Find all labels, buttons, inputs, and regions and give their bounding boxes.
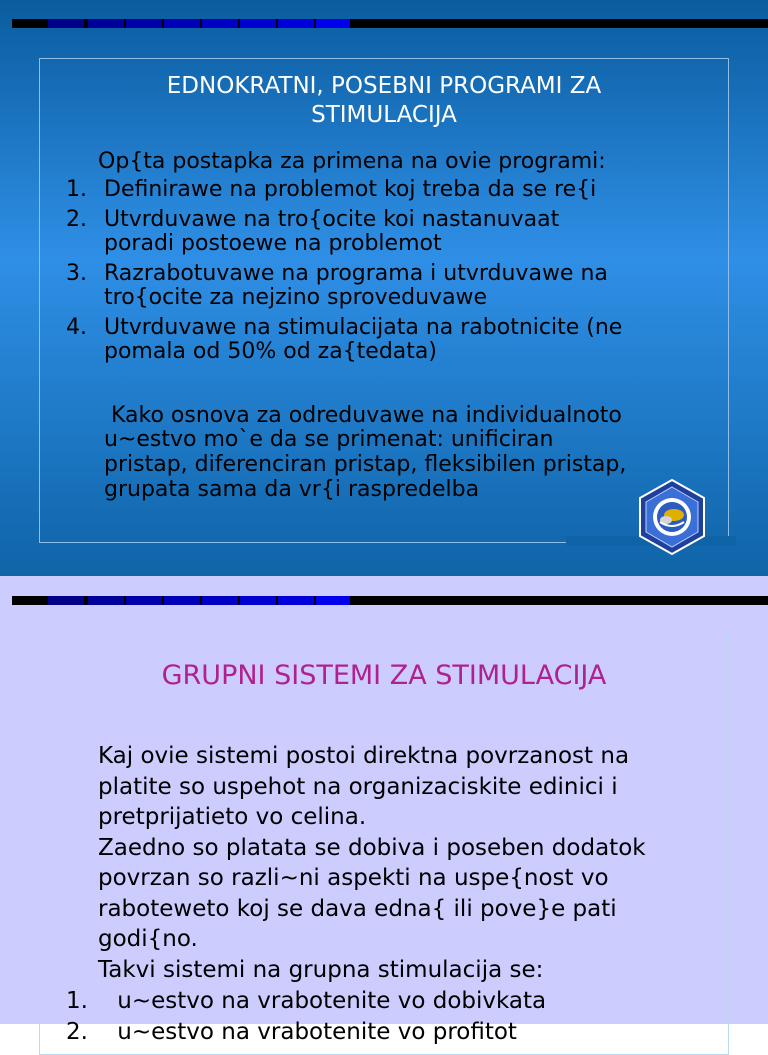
intro-text: Op{ta postapka za primena na ovie programi: <box>98 149 606 174</box>
list-item: 1. Definirawe na problemot koj treba da se re{i <box>66 177 597 202</box>
list-item: 2. u~estvo na vrabotenite vo profitot <box>66 1018 517 1045</box>
stimulation-list <box>66 986 546 1047</box>
paragraph-line: raboteweto koj se dava edna{ ili pove}e pati <box>98 896 617 922</box>
paragraph-line: godi{no. <box>98 926 198 952</box>
slide-title <box>40 72 728 130</box>
paragraph-line: povrzan so razli~ni aspekti na uspe{nost vo <box>98 865 609 891</box>
paragraph-line: Zaedno so platata se dobiva i poseben dodatok <box>98 835 646 861</box>
closing-line: u~estvo mo`e da se primenat: unificiran <box>104 427 554 452</box>
title-line: STIMULACIJA <box>311 102 457 128</box>
closing-line: pristap, diferenciran pristap, fleksibilen pristap, <box>104 452 627 477</box>
paragraph-line: Takvi sistemi na grupna stimulacija se: <box>98 957 544 983</box>
slide-2 <box>0 576 768 1045</box>
paragraph-line: Kaj ovie sistemi postoi direktna povrzanost na <box>98 743 630 769</box>
slide-title: GRUPNI SISTEMI ZA STIMULACIJA <box>161 660 607 691</box>
closing-line: grupata sama da vr{i raspredelba <box>104 477 480 502</box>
list-item: 4. Utvrduvawe na stimulacijata na rabotnicite (ne pomala od 50% od za{tedata) <box>66 315 623 364</box>
decorative-bar <box>12 596 768 605</box>
closing-line: Kako osnova za odreduvawe na individualnoto <box>104 403 622 428</box>
paragraph-line: pretprijatieto vo celina. <box>98 804 367 830</box>
paragraph-line: platite so uspehot na organizaciskite edinici i <box>98 774 618 800</box>
list-item: 1. u~estvo na vrabotenite vo dobivkata <box>66 988 547 1014</box>
university-emblem-icon <box>638 478 706 556</box>
decorative-bar <box>12 19 768 28</box>
list-item: 3. Razrabotuvawe na programa i utvrduvawe na tro{ocite za nejzino sproveduvawe <box>66 261 608 310</box>
title-line: EDNOKRATNI, POSEBNI PROGRAMI ZA <box>166 73 602 99</box>
list-item: 2. Utvrduvawe na tro{ocite koi nastanuvaat poradi postoewe na problemot <box>66 207 560 256</box>
procedure-list <box>66 178 622 370</box>
